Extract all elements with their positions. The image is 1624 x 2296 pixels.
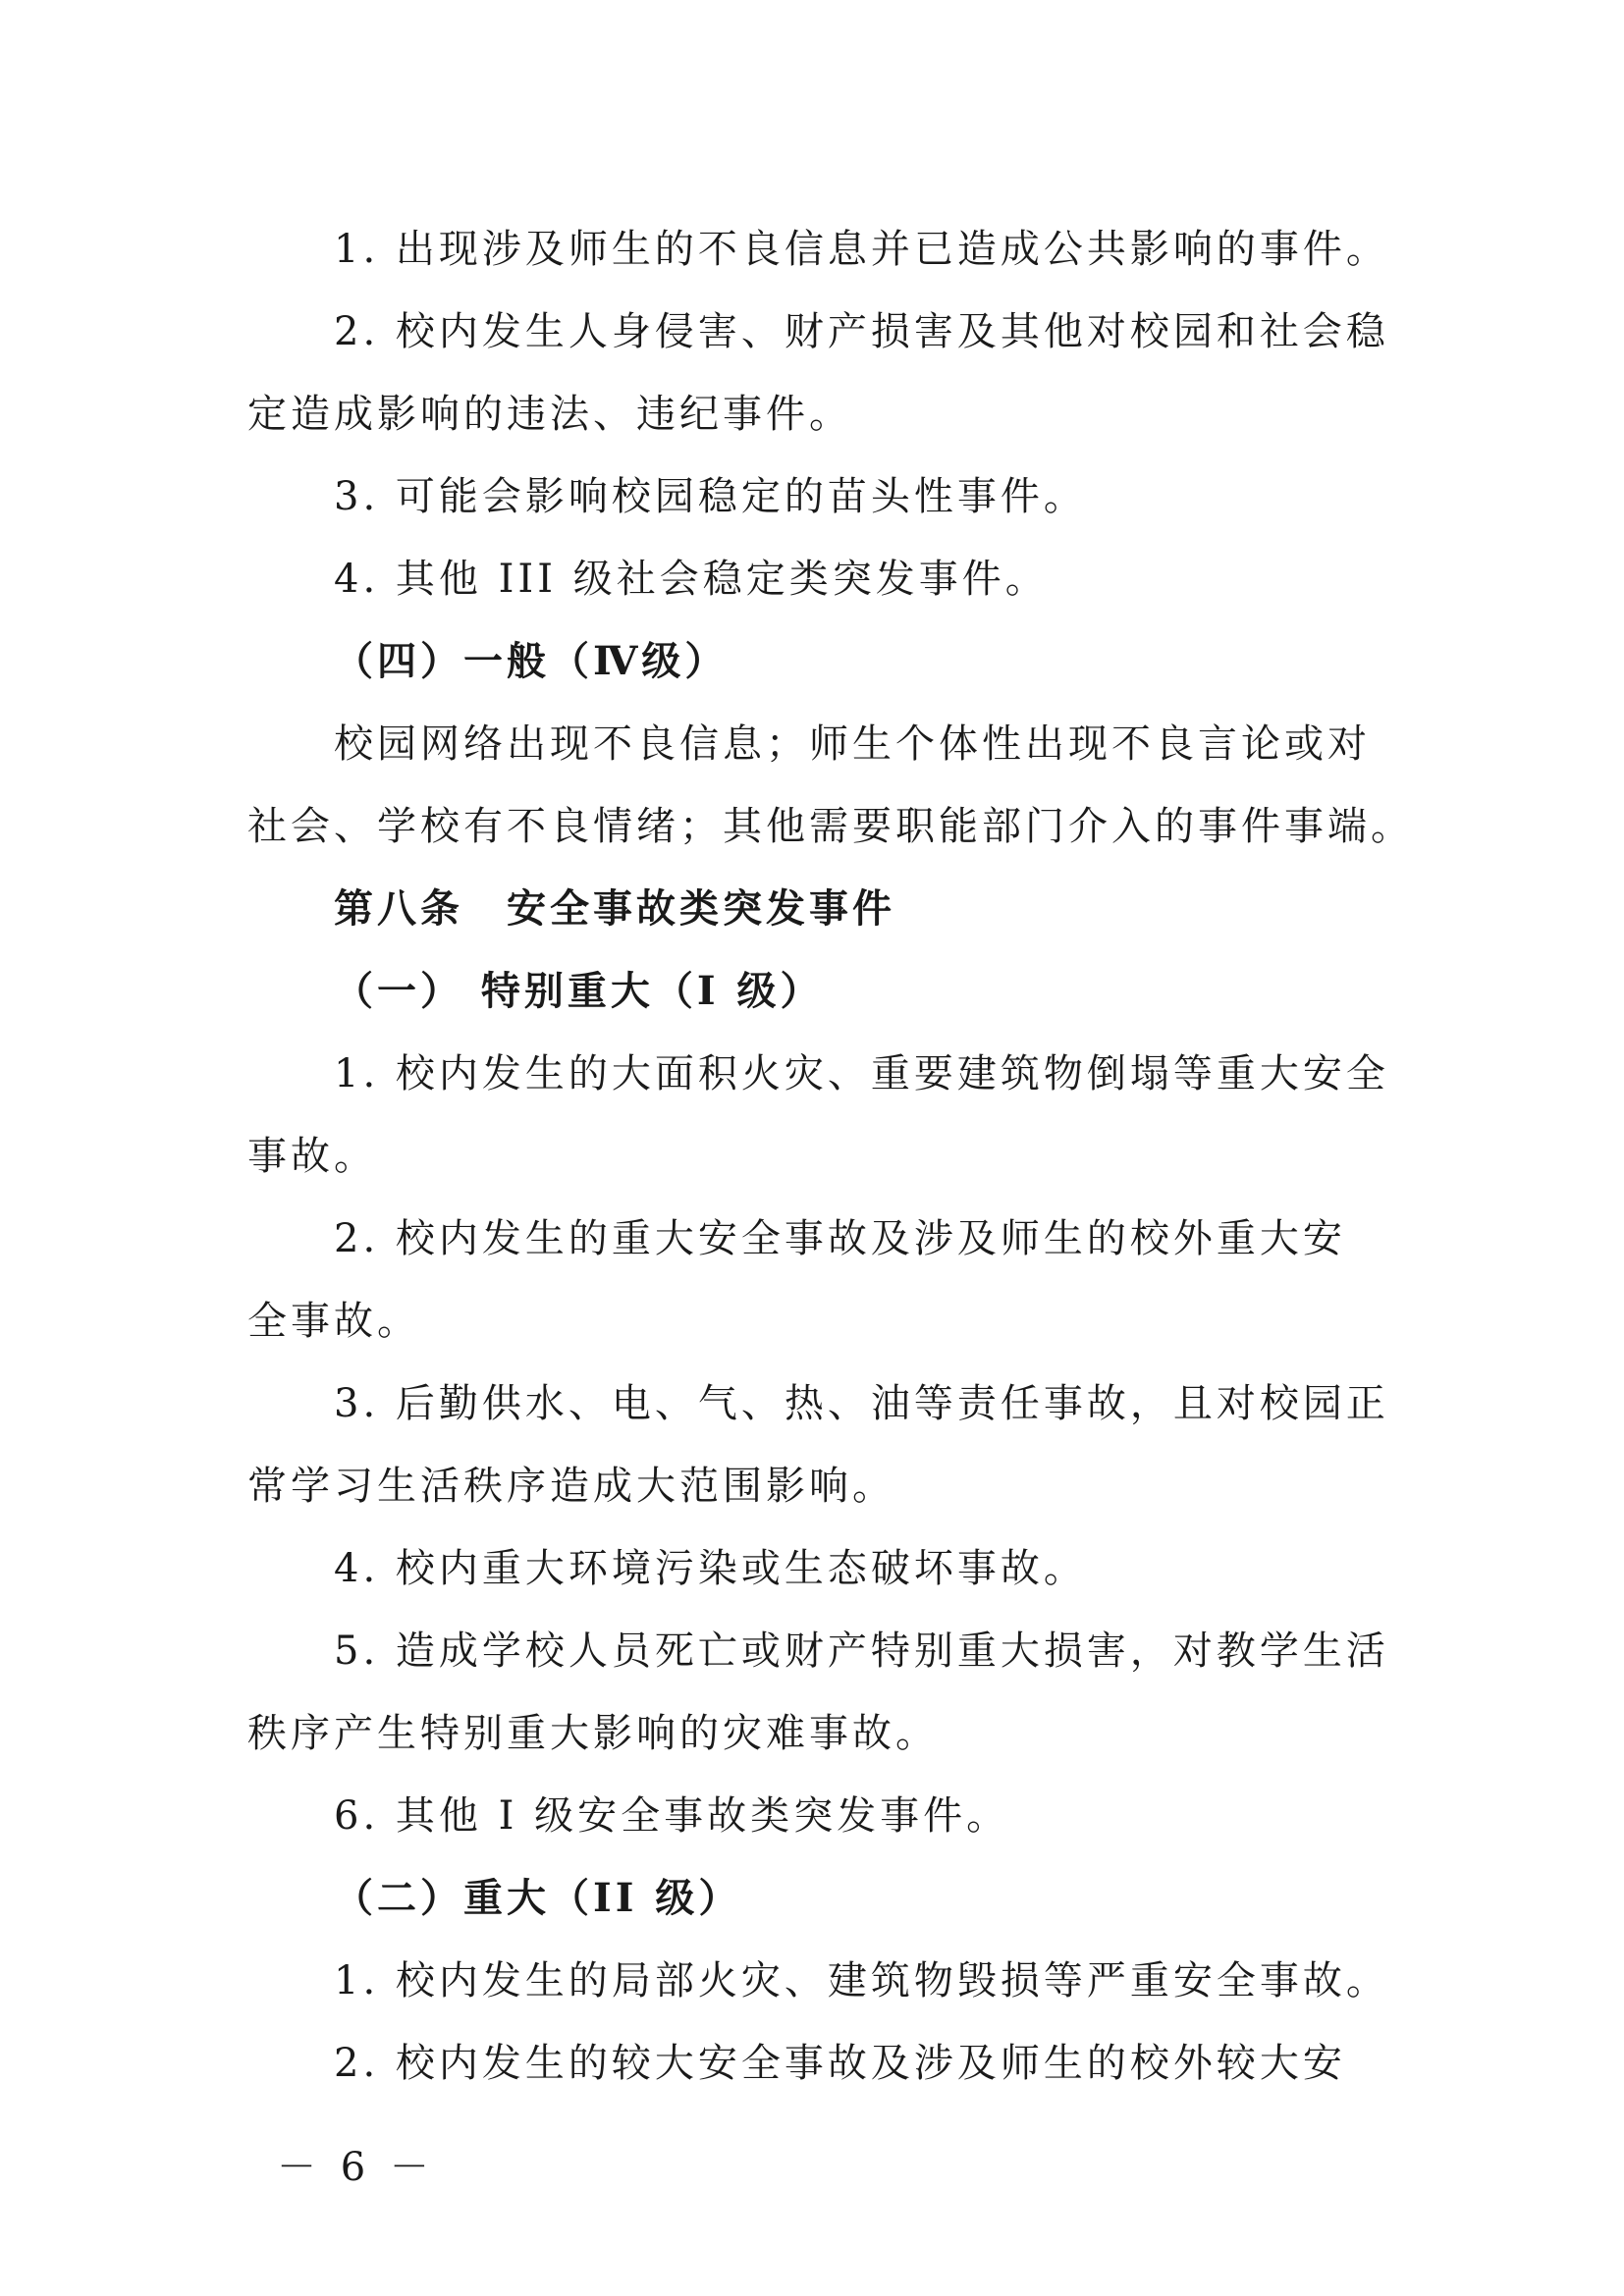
list-item-4: 4. 校内重大环境污染或生态破坏事故。 [334, 1546, 1087, 1591]
section-heading-level-2: （二）重大（II 级） [334, 1875, 742, 1921]
list-item-6: 6. 其他 I 级安全事故类突发事件。 [334, 1793, 1010, 1839]
list-item-2: 2. 校内发生的较大安全事故及涉及师生的校外较大安 [334, 2041, 1346, 2086]
paragraph-line-continuation: 社会、学校有不良情绪；其他需要职能部门介入的事件事端。 [247, 804, 1414, 849]
page-number: － 6 － [277, 2145, 435, 2190]
paragraph-line: 校园网络出现不良信息；师生个体性出现不良言论或对 [334, 721, 1371, 767]
list-item-1-continuation: 事故。 [247, 1134, 377, 1179]
list-item-3: 3. 后勤供水、电、气、热、油等责任事故，且对校园正 [334, 1381, 1389, 1426]
list-item-1: 1. 出现涉及师生的不良信息并已造成公共影响的事件。 [334, 227, 1389, 272]
list-item-1: 1. 校内发生的局部火灾、建筑物毁损等严重安全事故。 [334, 1958, 1389, 2003]
list-item-2: 2. 校内发生的重大安全事故及涉及师生的校外重大安 [334, 1216, 1346, 1261]
list-item-2: 2. 校内发生人身侵害、财产损害及其他对校园和社会稳 [334, 309, 1389, 354]
list-item-5: 5. 造成学校人员死亡或财产特别重大损害，对教学生活 [334, 1629, 1389, 1674]
list-item-5-continuation: 秩序产生特别重大影响的灾难事故。 [247, 1711, 939, 1756]
section-heading-level-1: （一） 特别重大（I 级） [334, 968, 824, 1014]
list-item-4: 4. 其他 III 级社会稳定类突发事件。 [334, 557, 1049, 602]
list-item-1: 1. 校内发生的大面积火灾、重要建筑物倒塌等重大安全 [334, 1051, 1389, 1096]
article-heading: 第八条 安全事故类突发事件 [334, 885, 895, 932]
list-item-2-continuation: 全事故。 [247, 1299, 420, 1344]
list-item-2-continuation: 定造成影响的违法、违纪事件。 [247, 392, 852, 437]
section-heading-level-4: （四）一般（Ⅳ级） [334, 638, 729, 684]
list-item-3-continuation: 常学习生活秩序造成大范围影响。 [247, 1464, 895, 1509]
list-item-3: 3. 可能会影响校园稳定的苗头性事件。 [334, 474, 1087, 519]
